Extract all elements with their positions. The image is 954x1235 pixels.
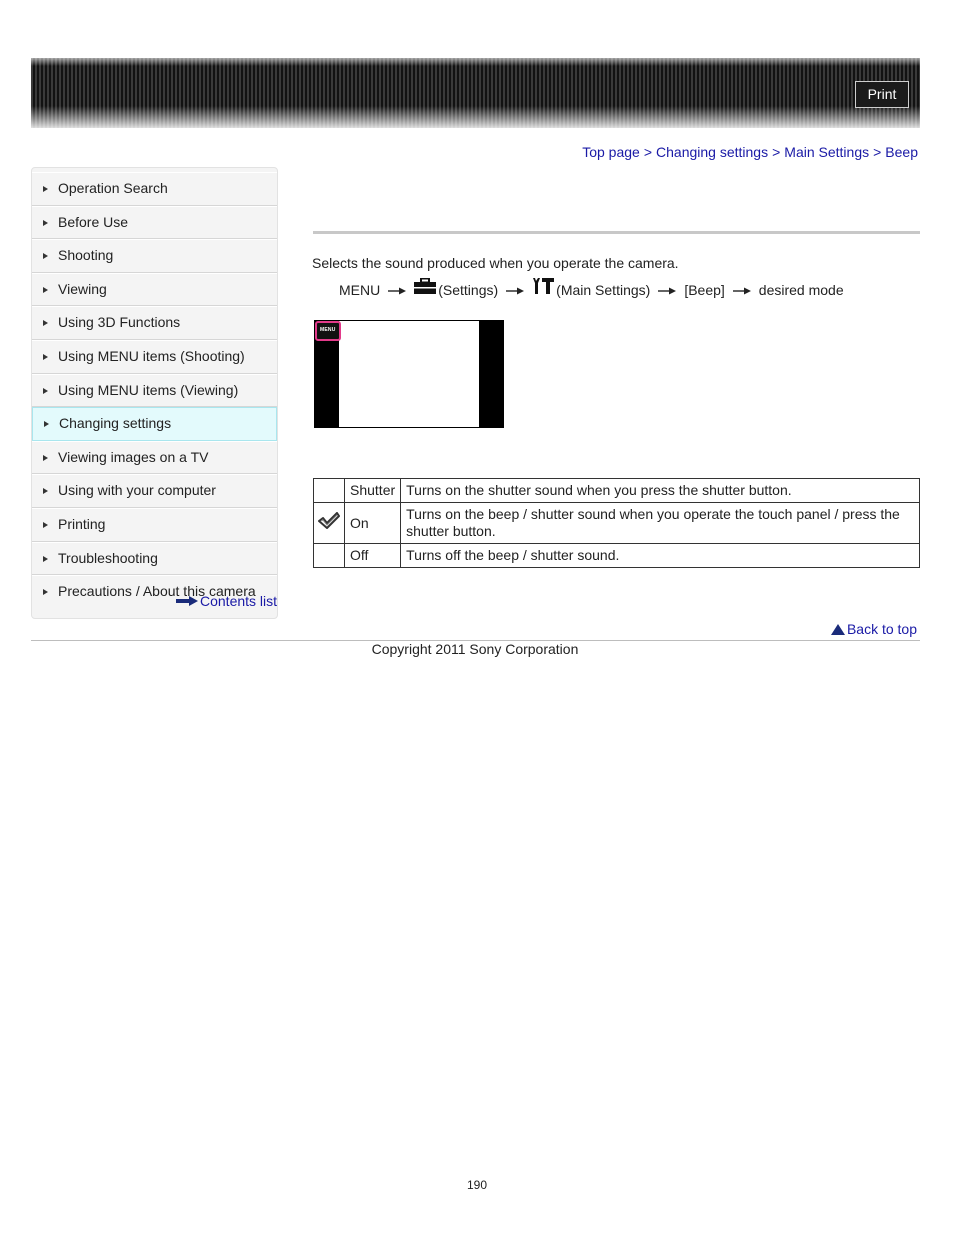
sidebar-item-changing-settings[interactable]: [32, 407, 277, 441]
sidebar-item-label: Precautions / About this camera: [58, 583, 256, 600]
sidebar-item-menu-viewing[interactable]: [32, 374, 277, 408]
triangle-right-icon: [43, 589, 48, 595]
table-row: [314, 544, 920, 568]
header-banner: [31, 58, 920, 128]
checkmark-icon: [318, 517, 340, 533]
screen-display-area: [339, 321, 479, 427]
toolbox-icon: [414, 278, 436, 297]
table-cell-icon: [314, 544, 345, 568]
back-to-top-label[interactable]: Back to top: [846, 621, 917, 637]
arrow-right-icon: [506, 282, 524, 298]
table-cell-name: Shutter: [345, 479, 401, 503]
table-cell-desc: Turns on the shutter sound when you press the shutter button.: [401, 479, 920, 503]
contents-list-label[interactable]: Contents list: [200, 593, 278, 609]
sidebar-item-computer[interactable]: [32, 474, 277, 508]
sidebar-item-3d-functions[interactable]: [32, 306, 277, 340]
intro-text: Selects the sound produced when you operate the camera.: [312, 255, 679, 271]
table-cell-desc: Turns on the beep / shutter sound when you operate the touch panel / press the shutter button.: [401, 503, 920, 544]
triangle-right-icon: [44, 421, 49, 427]
sidebar-nav: [31, 167, 278, 619]
sidebar-item-label: Operation Search: [58, 180, 168, 196]
triangle-right-icon: [43, 320, 48, 326]
path-menu: MENU: [339, 282, 381, 298]
page-number: 190: [466, 1178, 488, 1192]
sidebar-item-label: Printing: [58, 515, 106, 532]
table-cell-desc: Turns off the beep / shutter sound.: [401, 544, 920, 568]
arrow-right-icon: [733, 282, 751, 298]
breadcrumb-beep[interactable]: Beep: [885, 144, 918, 160]
arrow-right-icon: [388, 282, 406, 298]
camera-screen-illustration: [314, 320, 504, 428]
path-desired-mode: desired mode: [758, 282, 844, 298]
sidebar-item-troubleshooting[interactable]: [32, 542, 277, 576]
sidebar-item-shooting[interactable]: [32, 239, 277, 273]
table-cell-name: On: [345, 503, 401, 544]
sidebar-item-printing[interactable]: [32, 508, 277, 542]
sidebar-item-label: Using MENU items (Shooting): [58, 347, 245, 364]
menu-button-highlight: [315, 321, 341, 341]
triangle-right-icon: [43, 354, 48, 360]
sidebar-item-viewing-tv[interactable]: [32, 441, 277, 475]
sidebar-item-label: Shooting: [58, 247, 114, 264]
arrow-right-icon: [176, 593, 198, 609]
table-row: [314, 479, 920, 503]
copyright: Copyright 2011 Sony Corporation: [371, 641, 579, 657]
breadcrumb: [582, 144, 918, 160]
wrench-hammer-icon: [532, 277, 554, 298]
sidebar-item-label: Before Use: [58, 213, 129, 230]
breadcrumb-changing-settings[interactable]: Changing settings: [656, 144, 769, 160]
arrow-right-icon: [658, 282, 676, 298]
sidebar-item-label: Changing settings: [59, 415, 172, 432]
table-cell-icon: [314, 479, 345, 503]
path-settings: (Settings): [438, 282, 499, 298]
contents-list-link[interactable]: [176, 593, 277, 610]
triangle-right-icon: [43, 287, 48, 293]
triangle-right-icon: [43, 488, 48, 494]
triangle-right-icon: [43, 556, 48, 562]
breadcrumb-separator: >: [643, 144, 653, 160]
sidebar-item-label: Using 3D Functions: [58, 314, 181, 331]
table-cell-icon: [314, 503, 345, 544]
breadcrumb-top-page[interactable]: Top page: [582, 144, 640, 160]
sidebar-item-label: Viewing images on a TV: [58, 448, 209, 465]
beep-mode-table: [313, 478, 920, 568]
menu-path: [339, 276, 844, 304]
triangle-right-icon: [43, 522, 48, 528]
sidebar-item-viewing[interactable]: [32, 273, 277, 307]
sidebar-item-label: Using with your computer: [58, 482, 216, 499]
path-beep: [Beep]: [684, 282, 725, 298]
sidebar-item-before-use[interactable]: [32, 206, 277, 240]
sidebar-item-label: Using MENU items (Viewing): [58, 381, 239, 398]
table-cell-name: Off: [345, 544, 401, 568]
breadcrumb-separator: >: [772, 144, 781, 160]
sidebar-item-label: Viewing: [58, 280, 107, 297]
triangle-right-icon: [43, 455, 48, 461]
title-divider: [313, 231, 920, 234]
print-button[interactable]: Print: [855, 81, 909, 108]
triangle-up-icon: [831, 624, 845, 635]
breadcrumb-separator: >: [873, 144, 882, 160]
table-row: [314, 503, 920, 544]
screen-menu-label: MENU: [320, 327, 336, 333]
triangle-right-icon: [43, 186, 48, 192]
path-main-settings: (Main Settings): [556, 282, 651, 298]
back-to-top-link[interactable]: [831, 621, 917, 637]
triangle-right-icon: [43, 253, 48, 259]
sidebar-item-operation-search[interactable]: [32, 172, 277, 206]
sidebar-item-label: Troubleshooting: [58, 549, 158, 566]
triangle-right-icon: [43, 388, 48, 394]
sidebar-item-menu-shooting[interactable]: [32, 340, 277, 374]
triangle-right-icon: [43, 220, 48, 226]
breadcrumb-main-settings[interactable]: Main Settings: [784, 144, 870, 160]
